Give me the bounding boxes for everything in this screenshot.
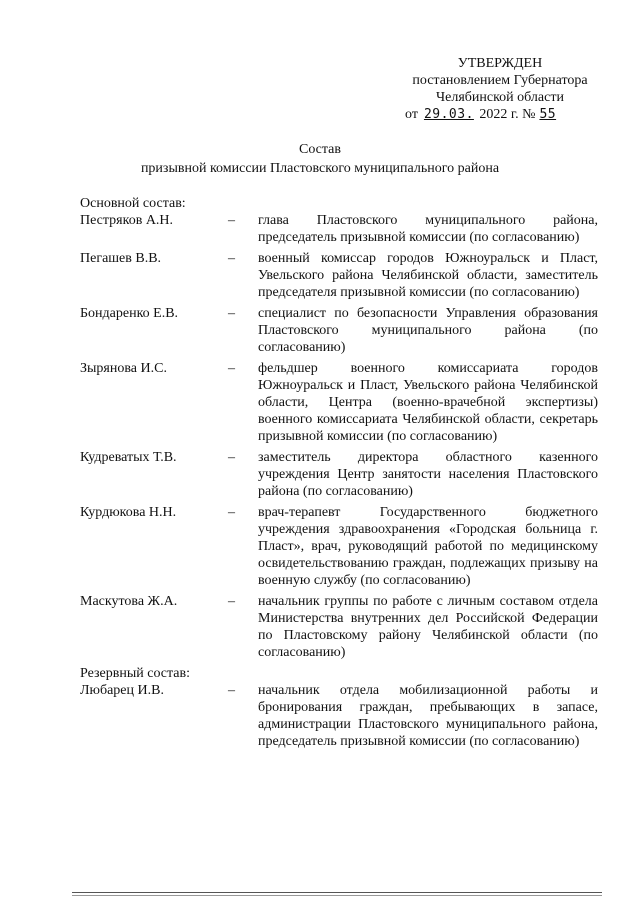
decree-date: 29.03. bbox=[423, 107, 474, 122]
member-dash: – bbox=[228, 306, 235, 321]
bottom-border bbox=[72, 892, 602, 893]
member-position: начальник группы по работе с личным составом отдела Министерства внутренних дел Российской Федерации по Пластовскому району Челябинской области (по согласованию) bbox=[258, 594, 598, 660]
document-title bbox=[0, 140, 640, 178]
approval-date-line bbox=[400, 106, 600, 123]
member-position: глава Пластовского муниципального района, председатель призывной комиссии (по согласованию) bbox=[258, 213, 598, 245]
member-position: заместитель директора областного казенного учреждения Центр занятости населения Пластовского района (по согласованию) bbox=[258, 450, 598, 499]
member-name: Курдюкова Н.Н. bbox=[80, 505, 177, 520]
member-row bbox=[80, 360, 598, 445]
member-row bbox=[80, 250, 598, 301]
member-name: Кудреватых Т.В. bbox=[80, 450, 177, 465]
title-line: Состав bbox=[298, 142, 341, 157]
approval-line: постановлением Губернатора bbox=[412, 73, 588, 88]
member-position: фельдшер военного комиссариата городов Южноуральск и Пласт, Увельского района Челябинской области, Центра (военно-врачебной экспертизы) военного комиссариата Челябинской области, секретарь призывной комиссии (по согласованию) bbox=[258, 361, 598, 444]
member-name: Пегашев В.В. bbox=[80, 251, 162, 266]
decree-number: 55 bbox=[539, 107, 557, 122]
member-row bbox=[80, 449, 598, 500]
date-prefix: от bbox=[405, 107, 418, 122]
approval-line: Челябинской области bbox=[436, 90, 564, 105]
member-dash: – bbox=[228, 251, 235, 266]
member-dash: – bbox=[228, 683, 235, 698]
title-line: призывной комиссии Пластовского муниципального района bbox=[140, 161, 500, 176]
member-row bbox=[80, 305, 598, 356]
main-section-label: Основной состав: bbox=[80, 196, 186, 211]
member-position: специалист по безопасности Управления образования Пластовского муниципального района (по согласованию) bbox=[258, 306, 598, 355]
approval-heading: УТВЕРЖДЕН bbox=[457, 56, 543, 71]
member-dash: – bbox=[228, 505, 235, 520]
member-row bbox=[80, 504, 598, 589]
member-row bbox=[80, 212, 598, 246]
member-name: Пестряков А.Н. bbox=[80, 213, 174, 228]
member-dash: – bbox=[228, 361, 235, 376]
member-dash: – bbox=[228, 213, 235, 228]
member-dash: – bbox=[228, 594, 235, 609]
approval-stamp bbox=[400, 55, 600, 123]
commission-composition bbox=[80, 195, 598, 754]
member-name: Бондаренко Е.В. bbox=[80, 306, 179, 321]
member-dash: – bbox=[228, 450, 235, 465]
member-name: Зырянова И.С. bbox=[80, 361, 167, 376]
main-member-list bbox=[80, 212, 598, 661]
member-position: начальник отдела мобилизационной работы и бронирования граждан, пребывающих в запасе, администрации Пластовского муниципального района, председатель призывной комиссии (по согласованию) bbox=[258, 683, 598, 749]
reserve-member-list bbox=[80, 682, 598, 750]
member-row bbox=[80, 593, 598, 661]
member-position: врач-терапевт Государственного бюджетного учреждения здравоохранения «Городская больница г. Пласт», врач, руководящий работой по медицинскому освидетельствованию граждан, подлежащих призыву на военную службу (по согласованию) bbox=[258, 505, 598, 588]
member-position: военный комиссар городов Южноуральск и Пласт, Увельского района Челябинской области, заместитель председателя призывной комиссии (по согласованию) bbox=[258, 251, 598, 300]
member-name: Любарец И.В. bbox=[80, 683, 164, 698]
date-year: 2022 г. № bbox=[479, 107, 536, 122]
reserve-section-label: Резервный состав: bbox=[80, 666, 191, 681]
member-name: Маскутова Ж.А. bbox=[80, 594, 178, 609]
member-row bbox=[80, 682, 598, 750]
